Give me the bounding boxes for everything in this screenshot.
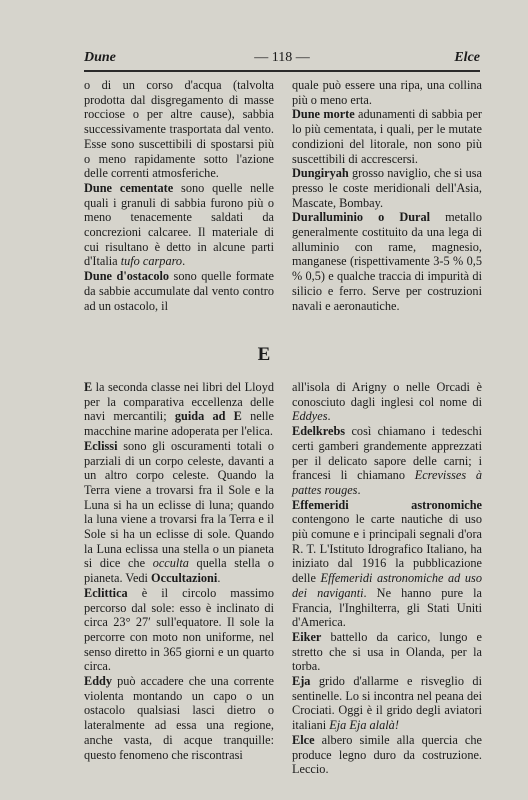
entry-term: Effemeridi astronomiche	[292, 497, 482, 512]
entry-term: Dungiryah	[292, 166, 349, 181]
entry: Duralluminio o Dural metallo generalmente costituito da una lega di alluminio con rame, magnesio, manganese (rispettivamente 3-5 % 0,5 % 0,5) e qualche traccia di impurità di silicio e ferro. Serve per costruzioni navali e aeronautiche.	[292, 210, 482, 313]
header-right-guideword: Elce	[454, 50, 480, 65]
entry-term: Dune cementate	[84, 180, 174, 195]
entry-term: Eclissi	[84, 438, 118, 453]
header-left-guideword: Dune	[84, 50, 116, 65]
entry: E la seconda classe nei libri del Lloyd per la comparativa eccellenza delle navi mercantili; guida ad E nelle macchine marine adoperata per l'elica.	[84, 380, 274, 439]
section-letter: E	[257, 344, 271, 365]
entry-term: Eiker	[292, 629, 322, 644]
entry-term: Elce	[292, 732, 315, 747]
top-right-column	[292, 78, 482, 313]
bottom-right-column	[292, 380, 482, 777]
entry: Dune cementate sono quelle nelle quali i granuli di sabbia furono più o meno tenacemente saldati da concrezioni calcaree. Il materiale di cui risultano è detto in alcune parti d'Italia tufo carparo.	[84, 180, 274, 269]
entry: Eddy può accadere che una corrente violenta montando un capo o un ostacolo qualsiasi lasci dietro o lateralmente ad essa una regione, anche vasta, di acque tranquille: questo fenomeno che riscontrasi	[84, 674, 274, 762]
entry: Eja grido d'allarme e risveglio di sentinelle. Lo si incontra nel peana dei Crociati. Oggi è il grido degli aviatori italiani Eja Eja alalà!	[292, 674, 482, 733]
entry-term: Eddy	[84, 674, 113, 689]
entry: o di un corso d'acqua (talvolta prodotta dal disgregamento di masse rocciose o per altre cause), sabbia successivamente trasportata dal vento. Esse sono suscettibili di spostarsi più o meno rapidamente sotto l'azione delle correnti atmosferiche.	[84, 78, 274, 181]
page-header	[84, 50, 480, 72]
entry-term: Eclittica	[84, 585, 128, 600]
bottom-left-column	[84, 380, 274, 762]
top-left-column	[84, 78, 274, 313]
entry: Dungiryah grosso naviglio, che si usa presso le coste meridionali dell'Asia, Mascate, Bombay.	[292, 166, 482, 210]
entry-term: Duralluminio o Dural	[292, 210, 431, 225]
entry-term: Dune morte	[292, 107, 355, 122]
entry: Dune morte adunamenti di sabbia per lo più cementata, i quali, per le mutate condizioni del litorale, non sono più suscettibili di accrescersi.	[292, 107, 483, 166]
entry: all'isola di Arigny o nelle Orcadi è conosciuto dagli inglesi col nome di Eddyes.	[292, 380, 482, 424]
entry: quale può essere una ripa, una collina più o meno erta.	[292, 78, 482, 107]
entry: Elce albero simile alla quercia che produce legno duro da costruzione. Leccio.	[292, 732, 482, 777]
entry: Eclittica è il circolo massimo percorso dal sole: esso è inclinato di circa 23° 27′ sull'equatore. Il sole la percorre con moto non uniforme, nel senso diretto in 365 giorni e un quarto circa.	[84, 585, 274, 674]
header-rule	[84, 70, 480, 72]
page-number: — 118 —	[254, 50, 310, 65]
entry-term: Edelkrebs	[292, 424, 346, 439]
entry-term: Eja	[292, 674, 311, 689]
entry-term: Dune d'ostacolo	[84, 269, 170, 284]
entry: Eclissi sono gli oscuramenti totali o parziali di un corpo celeste, davanti a un altro corpo celeste. Quando la Terra viene a trovarsi fra il Sole e la Luna si ha un eclisse di luna; quando la luna viene a trovarsi fra la Terra e il Sole si ha un eclisse di sole. Quando la Luna eclissa una stella o un pianeta si dice che occulta quella stella o pianeta. Vedi Occultazioni.	[84, 438, 274, 586]
entry: Dune d'ostacolo sono quelle formate da sabbie accumulate dal vento contro ad un ostacolo, il	[84, 269, 274, 313]
entry-term: E	[84, 380, 93, 394]
entry: Effemeridi astronomiche contengono le carte nautiche di uso più comune e i principali segnali d'ora R. T. L'Istituto Idrografico Italiano, ha iniziato dal 1916 la pubblicazione delle Effemeridi astronomiche ad uso dei naviganti. Ne hanno pure la Francia, l'Inghilterra, gli Stati Uniti d'America.	[292, 497, 482, 630]
entry: Edelkrebs così chiamano i tedeschi certi gamberi grandemente apprezzati per il delicato sapore delle carni; i francesi li chiamano Ecrevisses à pattes rouges.	[292, 424, 482, 497]
entry: Eiker battello da carico, lungo e stretto che si usa in Olanda, per la torba.	[292, 629, 482, 674]
